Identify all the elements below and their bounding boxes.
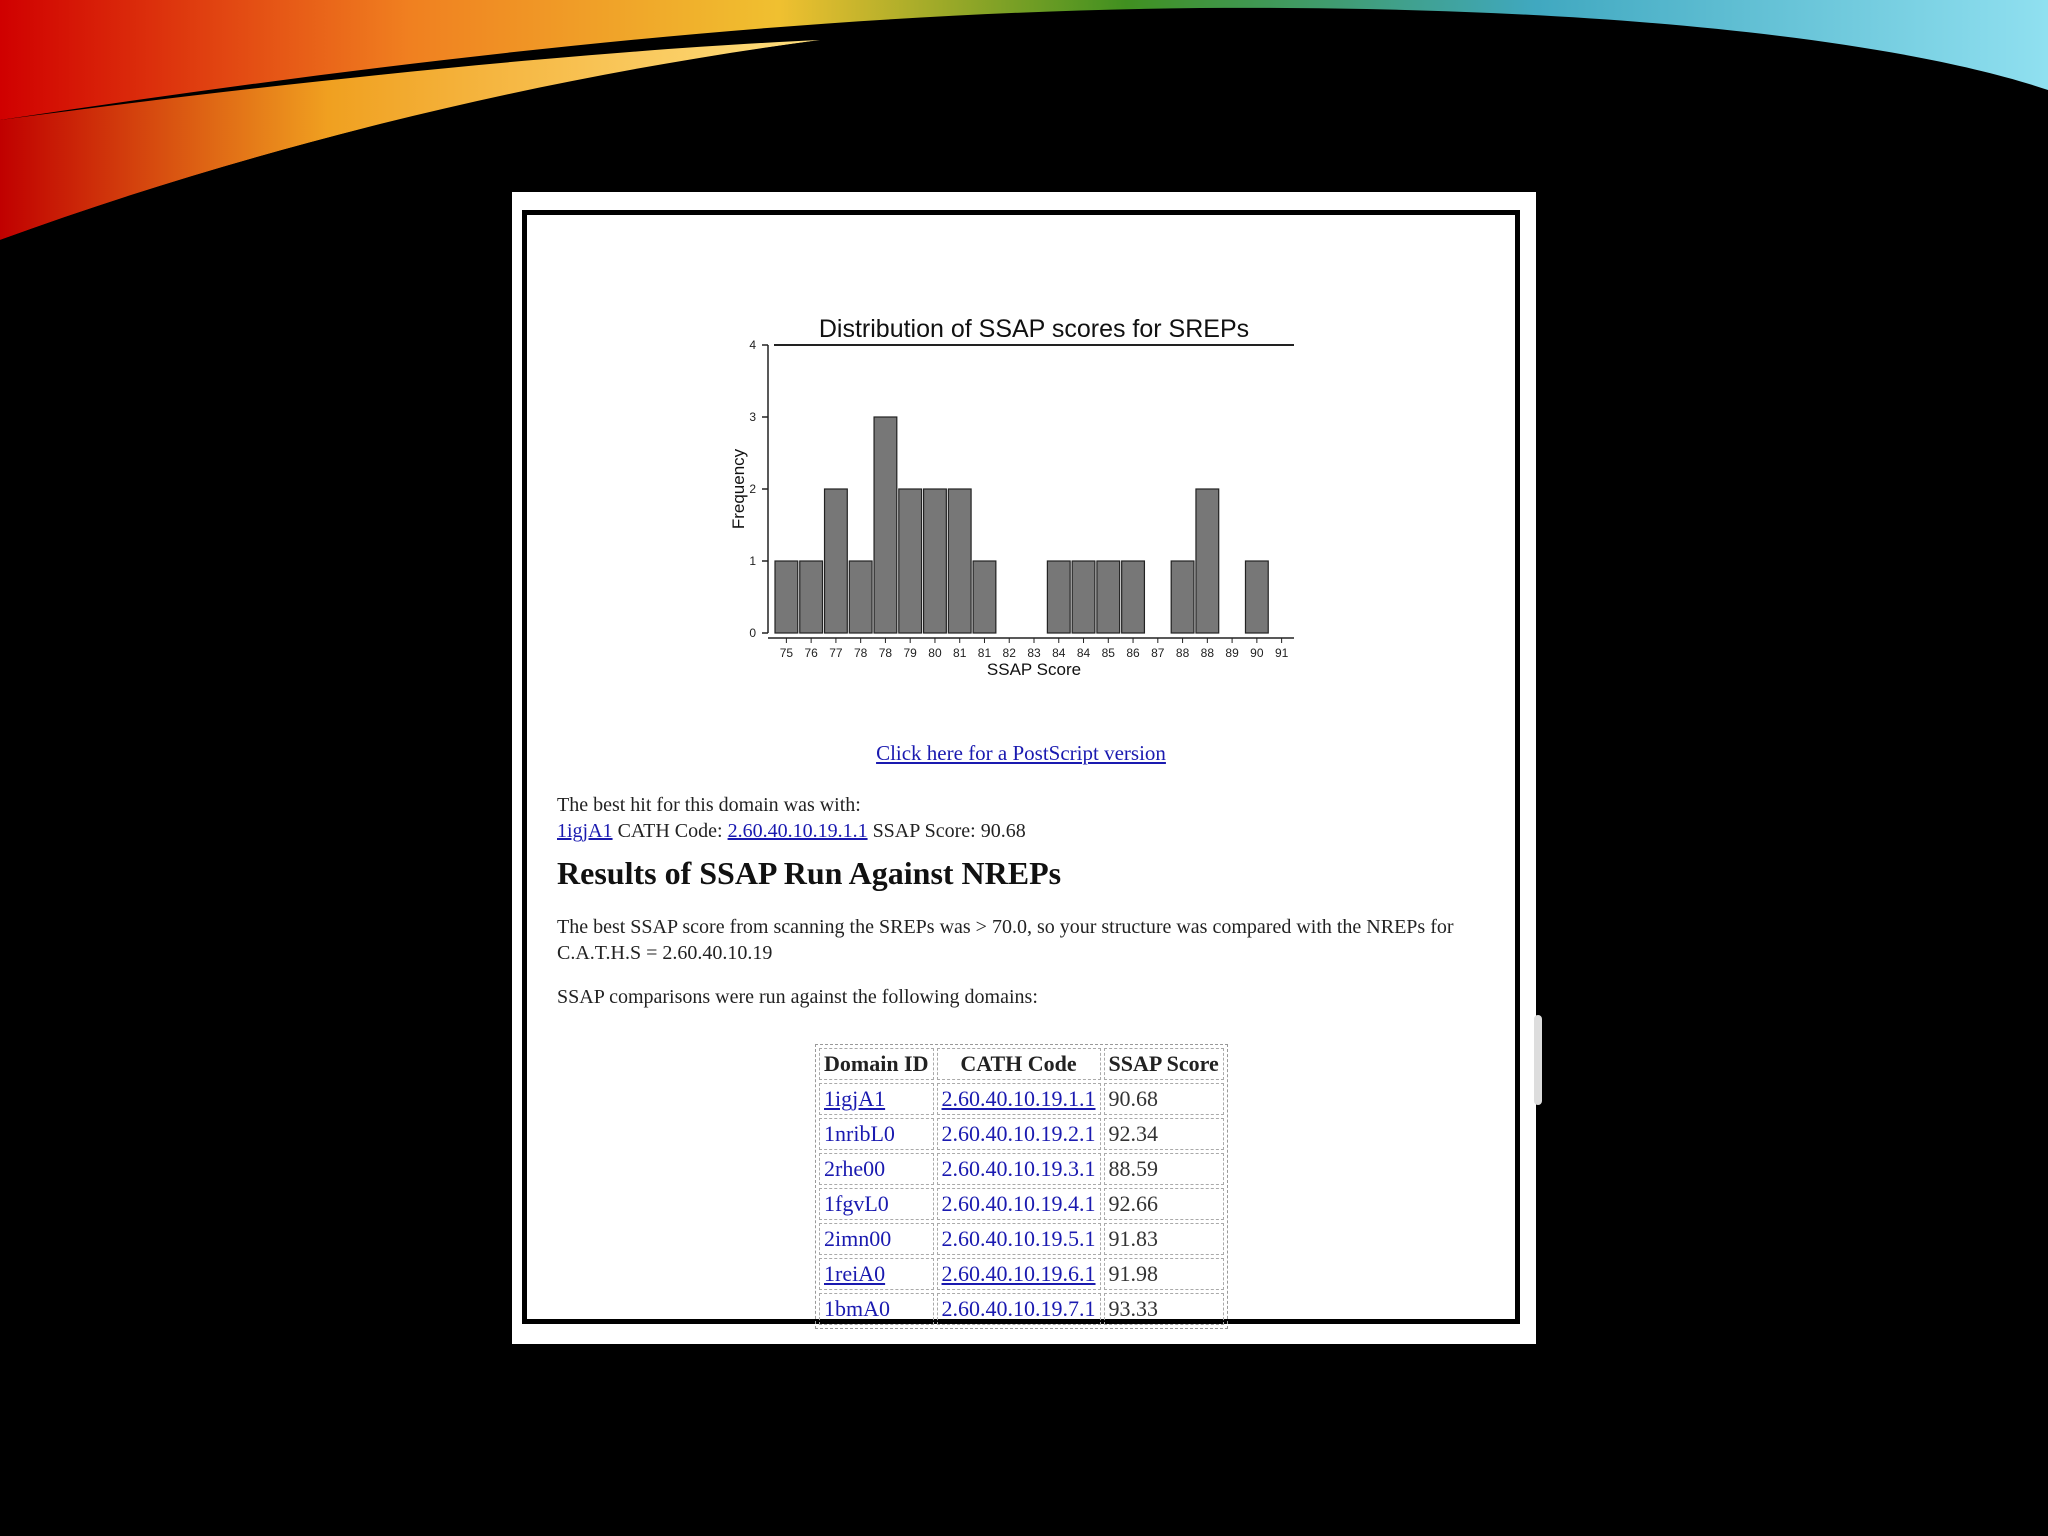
domain-id-link[interactable]: 1fgvL0 — [824, 1191, 889, 1216]
domain-id-link[interactable]: 1nribL0 — [824, 1121, 895, 1146]
best-hit-domain-link[interactable]: 1igjA1 — [557, 820, 613, 842]
cath-code-link[interactable]: 2.60.40.10.19.5.1 — [941, 1226, 1096, 1251]
postscript-link[interactable]: Click here for a PostScript version — [876, 741, 1166, 765]
domain-id-cell — [819, 1223, 934, 1255]
ssap-histogram — [729, 295, 1334, 695]
y-axis-label: Frequency — [729, 448, 748, 530]
table-row — [819, 1083, 1224, 1115]
table-header-row — [819, 1048, 1224, 1080]
x-tick-label: 82 — [1002, 646, 1016, 660]
x-tick-label: 76 — [804, 646, 818, 660]
cath-code-link[interactable]: 2.60.40.10.19.1.1 — [941, 1086, 1096, 1111]
y-tick-label: 3 — [749, 410, 756, 424]
y-tick-label: 4 — [749, 338, 756, 352]
bar — [1171, 561, 1194, 633]
x-tick-label: 91 — [1274, 646, 1289, 660]
x-axis-label: SSAP Score — [986, 660, 1082, 679]
x-tick-label: 85 — [1101, 646, 1115, 660]
screenshot-frame — [512, 192, 1536, 1344]
table-row — [819, 1293, 1224, 1325]
x-tick-label: 87 — [1151, 646, 1165, 660]
cath-code-link[interactable]: 2.60.40.10.19.7.1 — [941, 1296, 1096, 1321]
x-tick-label: 81 — [977, 646, 992, 660]
results-page — [522, 210, 1520, 1324]
domain-id-link[interactable]: 2rhe00 — [824, 1156, 886, 1181]
ssap-score-cell: 93.33 — [1104, 1293, 1224, 1325]
cath-code-cell — [937, 1153, 1101, 1185]
cath-code-cell — [937, 1083, 1101, 1115]
header-ssap-score: SSAP Score — [1104, 1048, 1224, 1080]
cath-code-cell — [937, 1118, 1101, 1150]
cath-code-cell — [937, 1293, 1101, 1325]
x-tick-label: 77 — [829, 646, 843, 660]
y-tick-label: 2 — [749, 482, 756, 496]
x-tick-label: 78 — [853, 646, 868, 660]
cath-code-link[interactable]: 2.60.40.10.19.2.1 — [941, 1121, 1096, 1146]
bar — [1196, 489, 1219, 633]
best-hit-intro: The best hit for this domain was with: — [557, 794, 861, 816]
ssap-score-cell: 92.66 — [1104, 1188, 1224, 1220]
y-tick-label: 1 — [749, 554, 756, 568]
bar — [800, 561, 823, 633]
cath-code-cell — [937, 1188, 1101, 1220]
ssap-score-cell: 92.34 — [1104, 1118, 1224, 1150]
x-tick-label: 75 — [779, 646, 794, 660]
x-tick-label: 79 — [903, 646, 917, 660]
bar — [899, 489, 922, 633]
ssap-score-cell: 91.83 — [1104, 1223, 1224, 1255]
bar — [924, 489, 947, 633]
best-hit — [557, 792, 1026, 844]
table-row — [819, 1258, 1224, 1290]
x-tick-label: 84 — [1076, 646, 1091, 660]
x-tick-label: 78 — [878, 646, 893, 660]
domain-id-link[interactable]: 1bmA0 — [824, 1296, 890, 1321]
ssap-score-cell: 91.98 — [1104, 1258, 1224, 1290]
cath-code-cell — [937, 1258, 1101, 1290]
bar — [874, 417, 897, 633]
cath-code-link[interactable]: 2.60.40.10.19.3.1 — [941, 1156, 1096, 1181]
domain-id-link[interactable]: 2imn00 — [824, 1226, 892, 1251]
comparisons-paragraph: SSAP comparisons were run against the following domains: — [557, 986, 1038, 1008]
x-tick-label: 88 — [1200, 646, 1215, 660]
domain-id-link[interactable]: 1igjA1 — [824, 1086, 886, 1111]
y-tick-label: 0 — [749, 626, 756, 640]
domain-id-cell — [819, 1083, 934, 1115]
bar — [1072, 561, 1095, 633]
domain-id-cell — [819, 1258, 934, 1290]
header-domain-id: Domain ID — [819, 1048, 934, 1080]
x-tick-label: 90 — [1250, 646, 1264, 660]
cath-code-cell — [937, 1223, 1101, 1255]
ssap-score-cell: 90.68 — [1104, 1083, 1224, 1115]
x-tick-label: 81 — [953, 646, 967, 660]
cath-code-link[interactable]: 2.60.40.10.19.6.1 — [941, 1261, 1096, 1286]
domain-id-cell — [819, 1118, 934, 1150]
header-cath-code: CATH Code — [937, 1048, 1101, 1080]
nrep-paragraph: The best SSAP score from scanning the SREPs was > 70.0, so your structure was compared with the NREPs for C.A.T.H.S = 2.60.40.10.19 — [557, 916, 1454, 964]
domain-id-link[interactable]: 1reiA0 — [824, 1261, 886, 1286]
ssap-score-cell: 88.59 — [1104, 1153, 1224, 1185]
best-hit-score: SSAP Score: 90.68 — [872, 820, 1026, 842]
domain-id-cell — [819, 1293, 934, 1325]
chart-title: Distribution of SSAP scores for SREPs — [818, 315, 1250, 343]
bar — [1097, 561, 1120, 633]
bar — [775, 561, 798, 633]
results-heading: Results of SSAP Run Against NREPs — [557, 855, 1062, 891]
table-row — [819, 1153, 1224, 1185]
domains-table — [815, 1044, 1228, 1329]
bar — [973, 561, 996, 633]
bar — [825, 489, 848, 633]
bar — [1122, 561, 1145, 633]
x-tick-label: 88 — [1175, 646, 1190, 660]
bar — [948, 489, 971, 633]
cath-code-link[interactable]: 2.60.40.10.19.4.1 — [941, 1191, 1096, 1216]
domain-id-cell — [819, 1188, 934, 1220]
bar — [849, 561, 872, 633]
x-tick-label: 84 — [1052, 646, 1066, 660]
bar — [1047, 561, 1070, 633]
x-tick-label: 86 — [1126, 646, 1140, 660]
best-hit-cath-label: CATH Code: — [617, 820, 723, 842]
table-row — [819, 1223, 1224, 1255]
x-tick-label: 83 — [1027, 646, 1041, 660]
bar — [1245, 561, 1268, 633]
domain-id-cell — [819, 1153, 934, 1185]
table-row — [819, 1188, 1224, 1220]
best-hit-cath-link[interactable]: 2.60.40.10.19.1.1 — [727, 820, 868, 842]
scrollbar-thumb[interactable] — [1534, 1015, 1542, 1105]
x-tick-label: 89 — [1225, 646, 1239, 660]
x-tick-label: 80 — [928, 646, 942, 660]
table-row — [819, 1118, 1224, 1150]
